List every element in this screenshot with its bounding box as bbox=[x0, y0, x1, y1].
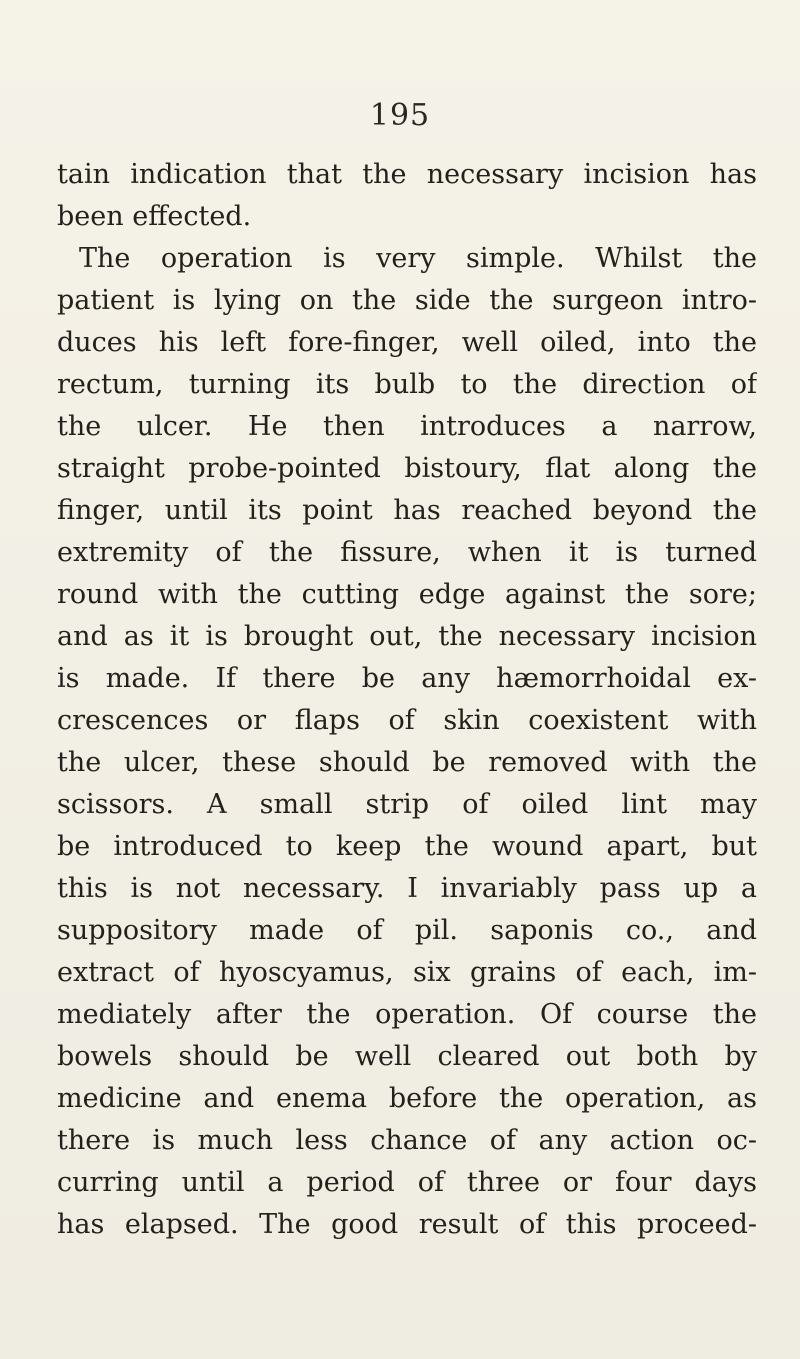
text-line: this is not necessary. I invariably pass up a bbox=[57, 873, 757, 904]
text-line: extract of hyoscyamus, six grains of each, im- bbox=[57, 957, 757, 988]
text-line: the ulcer. He then introduces a narrow, bbox=[57, 411, 757, 442]
text-line: has elapsed. The good result of this proceed- bbox=[57, 1209, 757, 1240]
page-number: 195 bbox=[369, 98, 431, 133]
text-line: The operation is very simple. Whilst the bbox=[79, 243, 757, 274]
text-line: rectum, turning its bulb to the direction of bbox=[57, 369, 757, 400]
text-line: patient is lying on the side the surgeon intro- bbox=[57, 285, 757, 316]
text-line: scissors. A small strip of oiled lint may bbox=[57, 789, 757, 820]
text-line: straight probe-pointed bistoury, flat along the bbox=[57, 453, 757, 484]
text-line: be introduced to keep the wound apart, but bbox=[57, 831, 757, 862]
text-line: round with the cutting edge against the sore; bbox=[57, 579, 757, 610]
text-line: medicine and enema before the operation, as bbox=[57, 1083, 757, 1114]
text-line: there is much less chance of any action oc- bbox=[57, 1125, 757, 1156]
text-line: tain indication that the necessary incision has bbox=[57, 159, 757, 190]
text-line: been effected. bbox=[57, 201, 252, 232]
text-line: the ulcer, these should be removed with the bbox=[57, 747, 757, 778]
text-line: bowels should be well cleared out both by bbox=[57, 1041, 757, 1072]
text-line: is made. If there be any hæmorrhoidal ex- bbox=[57, 663, 757, 694]
body-text bbox=[57, 154, 757, 1246]
text-line: mediately after the operation. Of course the bbox=[57, 999, 757, 1030]
text-line: suppository made of pil. saponis co., and bbox=[57, 915, 757, 946]
text-line: crescences or flaps of skin coexistent with bbox=[57, 705, 757, 736]
text-line: finger, until its point has reached beyond the bbox=[57, 495, 757, 526]
text-line: duces his left fore-finger, well oiled, into the bbox=[57, 327, 757, 358]
text-line: and as it is brought out, the necessary incision bbox=[57, 621, 757, 652]
text-line: curring until a period of three or four days bbox=[57, 1167, 757, 1198]
text-line: extremity of the fissure, when it is turned bbox=[57, 537, 757, 568]
